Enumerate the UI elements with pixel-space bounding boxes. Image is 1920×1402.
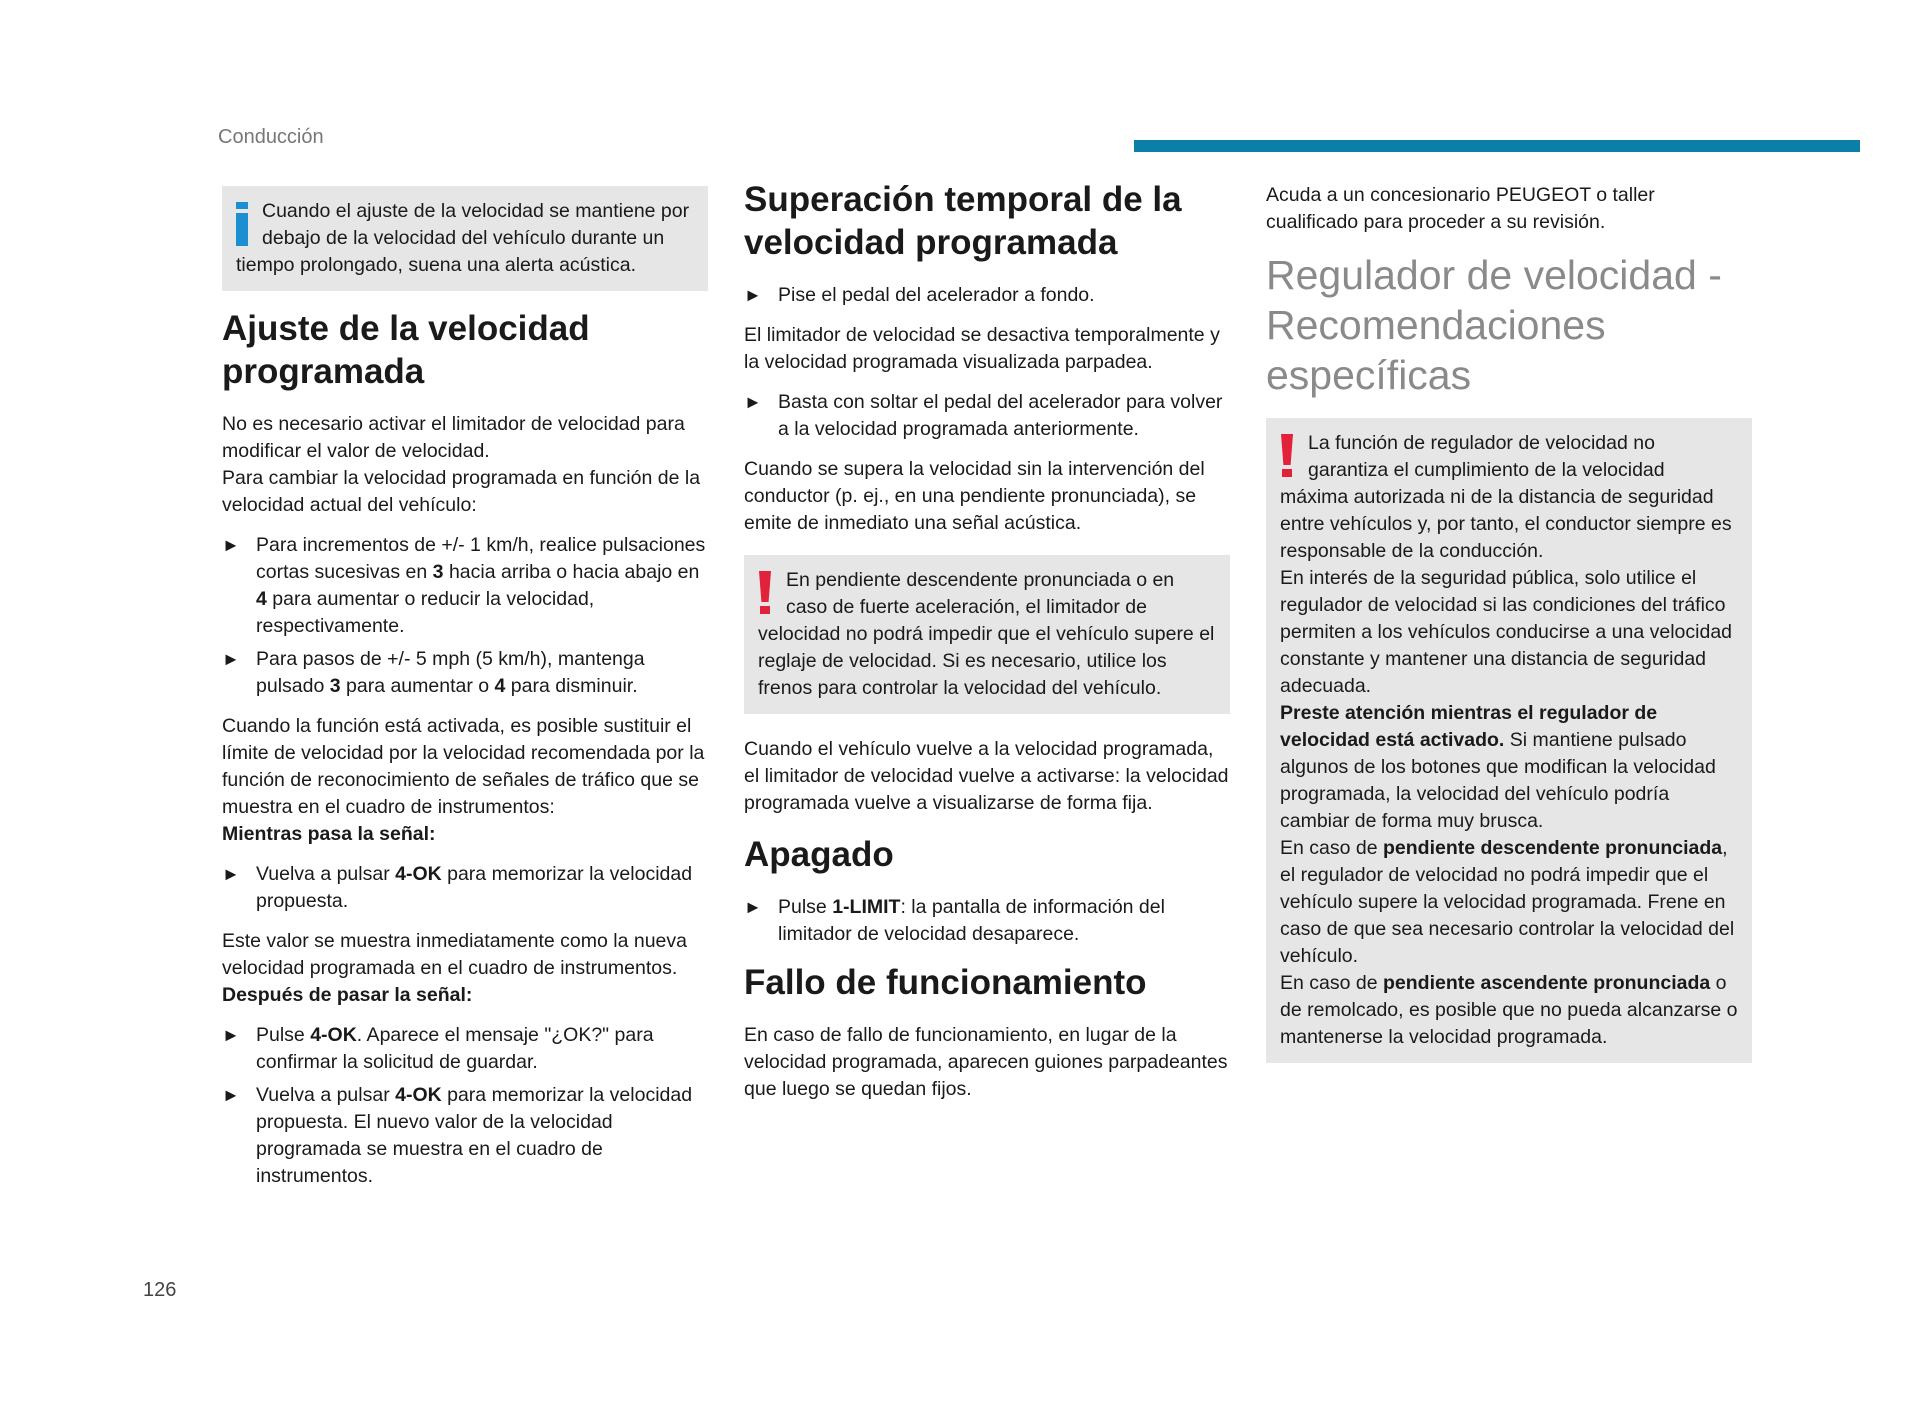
bullet-item: ► Basta con soltar el pedal del acelerador para volver a la velocidad programada anteriormente. xyxy=(744,389,1230,443)
heading-apagado: Apagado xyxy=(744,835,894,874)
heading-superacion: Superación temporal de la velocidad programada xyxy=(744,180,1182,262)
bullet-item: ► Vuelva a pulsar 4-OK para memorizar la velocidad propuesta. El nuevo valor de la velocidad programada se muestra en el cuadro de instrumentos. xyxy=(222,1082,708,1190)
section-title: Regulador de velocidad - Recomendaciones específicas xyxy=(1266,252,1722,398)
info-icon xyxy=(236,202,248,246)
bullet-item: ► Para pasos de +/- 5 mph (5 km/h), mantenga pulsado 3 para aumentar o 4 para disminuir. xyxy=(222,646,708,700)
paragraph: Cuando la función está activada, es posible sustituir el límite de velocidad por la velocidad recomendada por la función de reconocimiento de señales de tráfico que se muestra en el cuadro de instrumentos: Mientras pasa la señal: xyxy=(222,715,705,845)
arrow-bullet-icon: ► xyxy=(222,1085,240,1105)
warning-icon xyxy=(758,571,772,615)
warning-icon xyxy=(1280,434,1294,478)
warning-box xyxy=(744,555,1230,714)
paragraph: En caso de fallo de funcionamiento, en lugar de la velocidad programada, aparecen guiones parpadeantes que luego se quedan fijos. xyxy=(744,1024,1228,1100)
paragraph: No es necesario activar el limitador de velocidad para modificar el valor de velocidad. Para cambiar la velocidad programada en función de la velocidad actual del vehículo: xyxy=(222,413,701,516)
info-box xyxy=(222,186,708,291)
arrow-bullet-icon: ► xyxy=(222,649,240,669)
info-text: Cuando el ajuste de la velocidad se mantiene por debajo de la velocidad del vehículo durante un tiempo prolongado, suena una alerta acústica. xyxy=(236,200,690,276)
warning-text: La función de regulador de velocidad no garantiza el cumplimiento de la velocidad máxima autorizada ni de la distancia de seguridad entre vehículos y, por tanto, el conductor siempre es responsable de la conducción. xyxy=(1280,432,1732,562)
paragraph: Cuando se supera la velocidad sin la intervención del conductor (p. ej., en una pendiente pronunciada), se emite de inmediato una señal acústica. xyxy=(744,458,1205,534)
column-2 xyxy=(744,178,1230,1116)
arrow-bullet-icon: ► xyxy=(744,897,762,917)
header-accent-bar xyxy=(1134,140,1860,152)
arrow-bullet-icon: ► xyxy=(222,864,240,884)
arrow-bullet-icon: ► xyxy=(222,1025,240,1045)
bullet-item: ► Vuelva a pulsar 4-OK para memorizar la velocidad propuesta. xyxy=(222,861,708,915)
warning-text: En interés de la seguridad pública, solo utilice el regulador de velocidad si las condiciones del tráfico permiten a los vehículos conducirse a una velocidad constante y mantener una distancia de seguridad adecuada. xyxy=(1280,567,1733,697)
heading-ajuste: Ajuste de la velocidad programada xyxy=(222,309,590,391)
paragraph: Cuando el vehículo vuelve a la velocidad programada, el limitador de velocidad vuelve a activarse: la velocidad programada vuelve a visualizarse de forma fija. xyxy=(744,738,1229,814)
arrow-bullet-icon: ► xyxy=(744,285,762,305)
warning-box: La función de regulador de velocidad no garantiza el cumplimiento de la velocidad máxima autorizada ni de la distancia de seguridad entre vehículos y, por tanto, el conductor siempre es responsable de la conducción. En interés de la seguridad pública, solo utilice el regulador de velocidad si las condiciones del tráfico permiten a los vehículos conducirse a una velocidad constante y mantener una distancia de seguridad adecuada. Preste atención mientras el regulador de velocidad está activado. Si mantiene pulsado algunos de los botones que modifican la velocidad programada, la velocidad del vehículo podría cambiar de forma muy brusca. En caso de pendiente descendente pronunciada, el regulador de velocidad no podrá impedir que el vehículo supere la velocidad programada. Frene en caso de que sea necesario controlar la velocidad del vehículo. En caso de pendiente ascendente pronunciada o de remolcado, es posible que no pueda alcanzarse o mantenerse la velocidad programada. xyxy=(1266,418,1752,1063)
bullet-item: ► Pulse 1-LIMIT: la pantalla de información del limitador de velocidad desaparece. xyxy=(744,894,1230,948)
warning-text: En pendiente descendente pronunciada o en caso de fuerte aceleración, el limitador de velocidad no podrá impedir que el vehículo supere el reglaje de velocidad. Si es necesario, utilice los frenos para controlar la velocidad del vehículo. xyxy=(758,569,1215,699)
page-number: 126 xyxy=(143,1279,177,1301)
arrow-bullet-icon: ► xyxy=(744,392,762,412)
bullet-item: ► Pise el pedal del acelerador a fondo. xyxy=(744,282,1230,309)
bullet-item: ► Para incrementos de +/- 1 km/h, realice pulsaciones cortas sucesivas en 3 hacia arriba o hacia abajo en 4 para aumentar o reducir la velocidad, respectivamente. xyxy=(222,532,708,640)
arrow-bullet-icon: ► xyxy=(222,535,240,555)
paragraph: Este valor se muestra inmediatamente como la nueva velocidad programada en el cuadro de instrumentos. Después de pasar la señal: xyxy=(222,930,687,1006)
column-3 xyxy=(1266,182,1752,1077)
heading-fallo: Fallo de funcionamiento xyxy=(744,963,1147,1002)
paragraph: Acuda a un concesionario PEUGEOT o taller cualificado para proceder a su revisión. xyxy=(1266,184,1655,233)
column-1 xyxy=(222,186,708,1196)
section-header: Conducción xyxy=(218,126,324,148)
paragraph: El limitador de velocidad se desactiva temporalmente y la velocidad programada visualizada parpadea. xyxy=(744,324,1220,373)
bullet-item: ► Pulse 4-OK. Aparece el mensaje "¿OK?" para confirmar la solicitud de guardar. xyxy=(222,1022,708,1076)
